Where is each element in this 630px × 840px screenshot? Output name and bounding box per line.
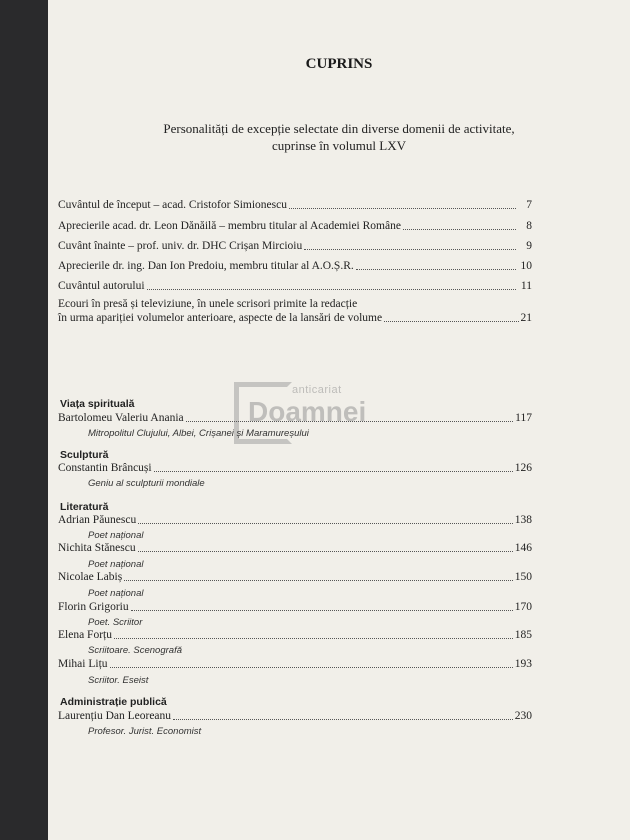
person-role: Scriitoare. Scenografă [88, 645, 182, 656]
person-entry [58, 461, 532, 475]
dot-leader [304, 249, 516, 250]
person-name: Mihai Lițu [58, 658, 108, 670]
person-name: Nicolae Labiș [58, 571, 123, 583]
toc-entry [58, 279, 532, 293]
person-page: 230 [514, 710, 532, 722]
person-page: 146 [514, 542, 532, 554]
toc-entry-label: Cuvânt înainte – prof. univ. dr. DHC Crișan Mircioiu [58, 240, 303, 252]
watermark-big-text: Doamnei [248, 396, 367, 427]
toc-entry-label: Aprecierile acad. dr. Leon Dănăilă – membru titular al Academiei Române [58, 220, 401, 232]
toc-entry [58, 198, 532, 212]
toc-entry-page: 9 [526, 240, 532, 252]
person-role: Poet. Scriitor [88, 617, 143, 628]
toc-entry-page: 8 [526, 220, 532, 232]
dot-leader [186, 421, 514, 422]
person-page: 193 [514, 658, 532, 670]
person-page: 150 [514, 571, 532, 583]
section-heading: Sculptură [60, 449, 109, 461]
dot-leader [110, 667, 513, 668]
person-name: Laurențiu Dan Leoreanu [58, 710, 172, 722]
person-name: Constantin Brâncuși [58, 462, 152, 474]
person-role: Poet național [88, 588, 144, 599]
toc-entry-label-line-1: Ecouri în presă și televiziune, în unele scrisori primite la redacție [58, 298, 358, 310]
person-name: Adrian Păunescu [58, 514, 137, 526]
toc-entry-page: 11 [520, 280, 532, 292]
person-name: Elena Forțu [58, 629, 112, 641]
section-heading: Literatură [60, 501, 109, 513]
toc-entry [58, 239, 532, 253]
dot-leader [114, 638, 513, 639]
toc-entry-page: 10 [520, 260, 532, 272]
person-entry [58, 657, 532, 671]
person-entry [58, 541, 532, 555]
person-page: 185 [514, 629, 532, 641]
dot-leader [131, 610, 513, 611]
dot-leader [403, 229, 516, 230]
dot-leader [147, 289, 516, 290]
person-page: 117 [515, 412, 532, 424]
toc-entry-label-line-2: în urma apariției volumelor anterioare, aspecte de la lansări de volume [58, 312, 383, 324]
person-role: Poet național [88, 530, 144, 541]
dot-leader [173, 719, 513, 720]
person-page: 126 [514, 462, 532, 474]
dot-leader [138, 523, 513, 524]
subtitle-line-2: cuprinse în volumul LXV [272, 138, 406, 153]
dot-leader [154, 471, 513, 472]
toc-entry-multiline [58, 297, 532, 325]
person-entry [58, 570, 532, 584]
person-role: Geniu al sculpturii mondiale [88, 478, 205, 489]
person-name: Bartolomeu Valeriu Anania [58, 412, 184, 424]
dot-leader [138, 551, 513, 552]
dot-leader [289, 208, 516, 209]
person-name: Nichita Stănescu [58, 542, 136, 554]
person-entry [58, 513, 532, 527]
toc-entry-page: 7 [526, 199, 532, 211]
watermark-small-text: anticariat [292, 384, 342, 396]
book-page [48, 0, 630, 840]
person-role: Profesor. Jurist. Economist [88, 726, 202, 737]
dot-leader [356, 269, 516, 270]
toc-entry [58, 259, 532, 273]
page-title: CUPRINS [305, 56, 373, 72]
person-page: 138 [514, 514, 532, 526]
section-heading: Administrație publică [60, 696, 167, 708]
toc-entry-label: Cuvântul de început – acad. Cristofor Simionescu [58, 199, 287, 211]
person-entry [58, 628, 532, 642]
person-entry [58, 709, 532, 723]
person-role: Mitropolitul Clujului, Albei, Crișanei și Maramureșului [88, 428, 309, 439]
toc-entry-label: Cuvântul autorului [58, 280, 145, 292]
dot-leader [384, 321, 518, 322]
page-subtitle [88, 120, 590, 154]
section-heading: Viața spirituală [60, 398, 135, 410]
toc-entry-line-2 [58, 311, 532, 325]
toc-entry-page: 21 [520, 312, 532, 324]
person-entry [58, 411, 532, 425]
dot-leader [124, 580, 513, 581]
person-page: 170 [514, 601, 532, 613]
toc-entry [58, 219, 532, 233]
person-name: Florin Grigoriu [58, 601, 129, 613]
person-role: Poet național [88, 559, 144, 570]
subtitle-line-1: Personalități de excepție selectate din diverse domenii de activitate, [163, 121, 515, 136]
toc-entry-label: Aprecierile dr. ing. Dan Ion Predoiu, membru titular al A.O.Ș.R. [58, 260, 354, 272]
person-role: Scriitor. Eseist [88, 675, 149, 686]
person-entry [58, 600, 532, 614]
